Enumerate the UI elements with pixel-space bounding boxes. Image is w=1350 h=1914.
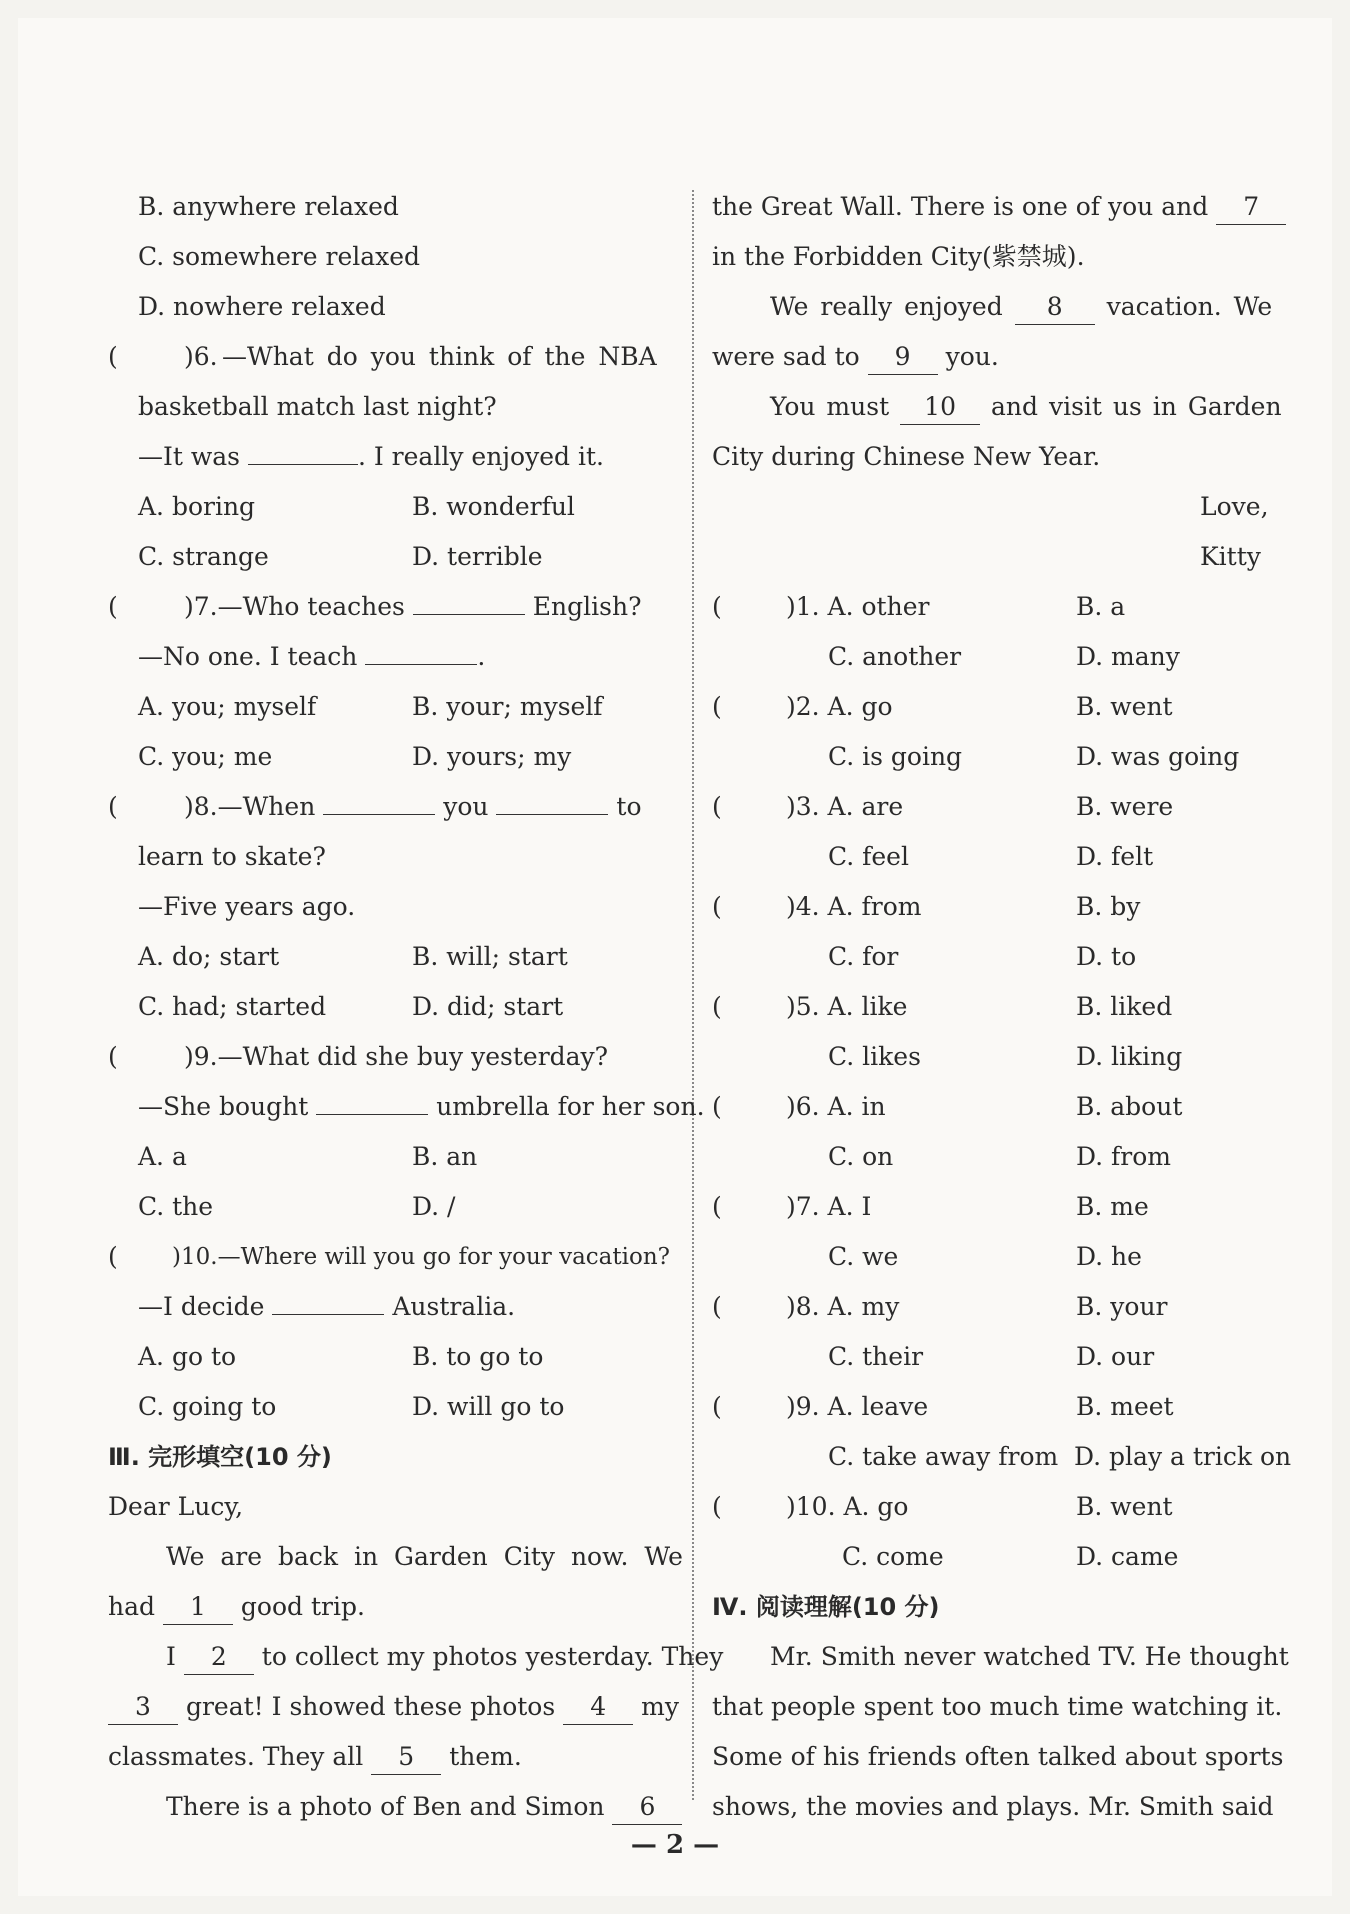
cloze-6-option-b: B. about [1076, 1092, 1183, 1121]
letter-right-line-3 [770, 282, 1272, 332]
q9-option-a: A. a [138, 1142, 187, 1171]
letter-greeting: Dear Lucy, [108, 1492, 244, 1521]
q8-stem-mid: you [443, 792, 489, 821]
q8-blank-2[interactable] [496, 814, 608, 815]
cloze-1-option-b: B. a [1076, 592, 1126, 621]
q6-option-c: C. strange [138, 542, 269, 571]
reading-line-4: shows, the movies and plays. Mr. Smith said [712, 1792, 1274, 1821]
cloze-8-option-c: C. their [828, 1342, 924, 1371]
q10-stem [172, 1232, 670, 1282]
q6-stem-2: basketball match last night? [138, 392, 497, 421]
letter-line-3-pre: I [166, 1642, 176, 1671]
reading-line-1: Mr. Smith never watched TV. He thought [770, 1642, 1289, 1671]
q6-paren: ( [108, 342, 118, 371]
q10-stem-text: —Where will you go for your vacation? [217, 1244, 670, 1270]
cloze-6-option-c: C. on [828, 1142, 894, 1171]
letter-line-5-pre: classmates. They all [108, 1742, 364, 1771]
cloze-1-option-d: D. many [1076, 642, 1180, 671]
cloze-4-option-c: C. for [828, 942, 899, 971]
q10-blank[interactable] [272, 1314, 384, 1315]
cloze-3-paren: ( [712, 792, 722, 821]
cloze-blank-9[interactable]: 9 [868, 340, 938, 375]
cloze-1-option-a: )1. A. other [786, 592, 930, 621]
cloze-8-option-a: )8. A. my [786, 1292, 900, 1321]
q10-answer [138, 1282, 515, 1332]
q10-answer-post: Australia. [392, 1292, 516, 1321]
q8-blank-1[interactable] [323, 814, 435, 815]
q7-answer-pre: —No one. I teach [138, 642, 358, 671]
cloze-blank-5[interactable]: 5 [371, 1740, 441, 1775]
letter-line-2-pre: had [108, 1592, 156, 1621]
letter-right-line-1 [712, 182, 1286, 232]
reading-line-3: Some of his friends often talked about sports [712, 1742, 1284, 1771]
cloze-1-option-c: C. another [828, 642, 962, 671]
letter-line-2 [108, 1582, 365, 1632]
cloze-4-paren: ( [712, 892, 722, 921]
cloze-2-paren: ( [712, 692, 722, 721]
letter-signature: Kitty [1200, 542, 1261, 571]
section-3-title: Ⅲ. 完形填空(10 分) [108, 1443, 332, 1471]
cloze-2-option-c: C. is going [828, 742, 963, 771]
cloze-blank-7[interactable]: 7 [1216, 190, 1286, 225]
cloze-5-option-d: D. liking [1076, 1042, 1183, 1071]
letter-right-line-5 [770, 382, 1282, 432]
q6-number: )6. [184, 342, 218, 371]
q6-answer-pre: —It was [138, 442, 241, 471]
q9-stem-text: —What did she buy yesterday? [217, 1042, 609, 1071]
q9-option-d: D. / [412, 1192, 456, 1221]
cloze-9-paren: ( [712, 1392, 722, 1421]
q6-answer-post: . I really enjoyed it. [357, 442, 604, 471]
cloze-blank-2[interactable]: 2 [184, 1640, 254, 1675]
letter-right-line-3-pre: We really enjoyed [770, 292, 1003, 321]
letter-right-line-1-pre: the Great Wall. There is one of you and [712, 192, 1209, 221]
q7-option-a: A. you; myself [138, 692, 317, 721]
cloze-8-option-b: B. your [1076, 1292, 1168, 1321]
q7-option-c: C. you; me [138, 742, 273, 771]
cloze-9-option-a: )9. A. leave [786, 1392, 929, 1421]
cloze-6-paren: ( [712, 1092, 722, 1121]
q7-number: )7. [184, 592, 218, 621]
q8-option-b: B. will; start [412, 942, 568, 971]
letter-right-line-4-pre: were sad to [712, 342, 860, 371]
q7-blank-1[interactable] [413, 614, 525, 615]
q7-stem [184, 582, 641, 632]
cloze-6-option-d: D. from [1076, 1142, 1172, 1171]
q10-answer-pre: —I decide [138, 1292, 265, 1321]
q10-option-b: B. to go to [412, 1342, 544, 1371]
q8-stem-pre: —When [217, 792, 316, 821]
cloze-2-option-a: )2. A. go [786, 692, 893, 721]
letter-line-2-post: good trip. [240, 1592, 365, 1621]
q7-blank-2[interactable] [365, 664, 477, 665]
q9-paren: ( [108, 1042, 118, 1071]
cloze-4-option-b: B. by [1076, 892, 1141, 921]
q9-answer-pre: —She bought [138, 1092, 309, 1121]
cloze-2-option-b: B. went [1076, 692, 1173, 721]
cloze-blank-4[interactable]: 4 [563, 1690, 633, 1725]
q7-paren: ( [108, 592, 118, 621]
cloze-3-option-a: )3. A. are [786, 792, 904, 821]
cloze-blank-10[interactable]: 10 [900, 390, 980, 425]
cloze-7-paren: ( [712, 1192, 722, 1221]
cloze-7-option-d: D. he [1076, 1242, 1142, 1271]
section-4-title: Ⅳ. 阅读理解(10 分) [712, 1593, 940, 1621]
cloze-9-option-c: C. take away from [828, 1442, 1059, 1471]
cloze-3-option-b: B. were [1076, 792, 1174, 821]
letter-line-1: We are back in Garden City now. We [166, 1542, 683, 1571]
letter-line-3-post: to collect my photos yesterday. They [261, 1642, 724, 1671]
cloze-7-option-a: )7. A. I [786, 1192, 872, 1221]
cloze-6-option-a: )6. A. in [786, 1092, 886, 1121]
letter-right-line-4 [712, 332, 999, 382]
q10-option-c: C. going to [138, 1392, 277, 1421]
cloze-blank-6[interactable]: 6 [612, 1790, 682, 1825]
q6-option-a: A. boring [138, 492, 256, 521]
q9-answer-post: umbrella for her son. [436, 1092, 705, 1121]
letter-line-4 [108, 1682, 679, 1732]
cloze-4-option-a: )4. A. from [786, 892, 922, 921]
q10-option-d: D. will go to [412, 1392, 565, 1421]
q7-option-b: B. your; myself [412, 692, 603, 721]
page-number: — 2 — [630, 1830, 720, 1860]
q8-option-c: C. had; started [138, 992, 327, 1021]
cloze-10-option-c: C. come [842, 1542, 944, 1571]
q8-option-a: A. do; start [138, 942, 280, 971]
cloze-blank-1[interactable]: 1 [163, 1590, 233, 1625]
cloze-5-option-c: C. likes [828, 1042, 921, 1071]
column-divider [692, 190, 694, 1800]
cloze-8-option-d: D. our [1076, 1342, 1155, 1371]
letter-line-6-pre: There is a photo of Ben and Simon [166, 1792, 605, 1821]
q9-stem [184, 1032, 608, 1082]
letter-closing: Love, [1200, 492, 1269, 521]
letter-right-line-4-post: you. [945, 342, 999, 371]
q9-number: )9. [184, 1042, 218, 1071]
q7-answer [138, 632, 485, 682]
cloze-7-option-c: C. we [828, 1242, 899, 1271]
q7-stem-post: English? [532, 592, 642, 621]
letter-right-line-5-pre: You must [770, 392, 890, 421]
letter-line-5-post: them. [449, 1742, 522, 1771]
q6-option-d: D. terrible [412, 542, 543, 571]
cloze-10-option-b: B. went [1076, 1492, 1173, 1521]
letter-line-6 [166, 1782, 682, 1832]
letter-right-line-6: City during Chinese New Year. [712, 442, 1101, 471]
q10-option-a: A. go to [138, 1342, 237, 1371]
q6-answer [138, 432, 604, 482]
q8-stem [184, 782, 642, 832]
cloze-7-option-b: B. me [1076, 1192, 1149, 1221]
q9-answer [138, 1082, 705, 1132]
q9-option-c: C. the [138, 1192, 214, 1221]
q7-answer-post: . [477, 642, 486, 671]
cloze-5-option-b: B. liked [1076, 992, 1173, 1021]
letter-right-line-2: in the Forbidden City(紫禁城). [712, 242, 1085, 271]
cloze-5-option-a: )5. A. like [786, 992, 908, 1021]
cloze-blank-3[interactable]: 3 [108, 1690, 178, 1725]
q9-blank[interactable] [316, 1114, 428, 1115]
q5-option-c: C. somewhere relaxed [138, 242, 421, 271]
reading-line-2: that people spent too much time watching it. [712, 1692, 1283, 1721]
cloze-2-option-d: D. was going [1076, 742, 1240, 771]
q8-option-d: D. did; start [412, 992, 564, 1021]
q5-option-b: B. anywhere relaxed [138, 192, 399, 221]
q10-number: )10. [172, 1244, 218, 1270]
cloze-9-option-d: D. play a trick on [1074, 1442, 1292, 1471]
letter-line-3 [166, 1632, 723, 1682]
q8-paren: ( [108, 792, 118, 821]
letter-right-line-3-post: vacation. We [1106, 292, 1273, 321]
q5-option-d: D. nowhere relaxed [138, 292, 386, 321]
cloze-10-paren: ( [712, 1492, 722, 1521]
cloze-3-option-d: D. felt [1076, 842, 1154, 871]
q8-stem-post: to [616, 792, 642, 821]
cloze-1-paren: ( [712, 592, 722, 621]
q6-option-b: B. wonderful [412, 492, 575, 521]
letter-right-line-5-post: and visit us in Garden [991, 392, 1282, 421]
cloze-10-option-d: D. came [1076, 1542, 1179, 1571]
letter-line-5 [108, 1732, 522, 1782]
q8-answer: —Five years ago. [138, 892, 356, 921]
cloze-8-paren: ( [712, 1292, 722, 1321]
cloze-9-option-b: B. meet [1076, 1392, 1174, 1421]
cloze-blank-8[interactable]: 8 [1015, 290, 1095, 325]
cloze-5-paren: ( [712, 992, 722, 1021]
q10-paren: ( [108, 1242, 118, 1271]
q7-stem-pre: —Who teaches [217, 592, 405, 621]
letter-line-4-post: my [641, 1692, 679, 1721]
q8-stem-2: learn to skate? [138, 842, 326, 871]
q6-blank[interactable] [248, 464, 358, 465]
cloze-10-option-a: )10. A. go [786, 1492, 909, 1521]
q8-number: )8. [184, 792, 218, 821]
cloze-3-option-c: C. feel [828, 842, 909, 871]
letter-line-4-mid: great! I showed these photos [185, 1692, 556, 1721]
cloze-4-option-d: D. to [1076, 942, 1137, 971]
q9-option-b: B. an [412, 1142, 478, 1171]
q7-option-d: D. yours; my [412, 742, 572, 771]
q6-stem: —What do you think of the NBA [222, 342, 657, 371]
